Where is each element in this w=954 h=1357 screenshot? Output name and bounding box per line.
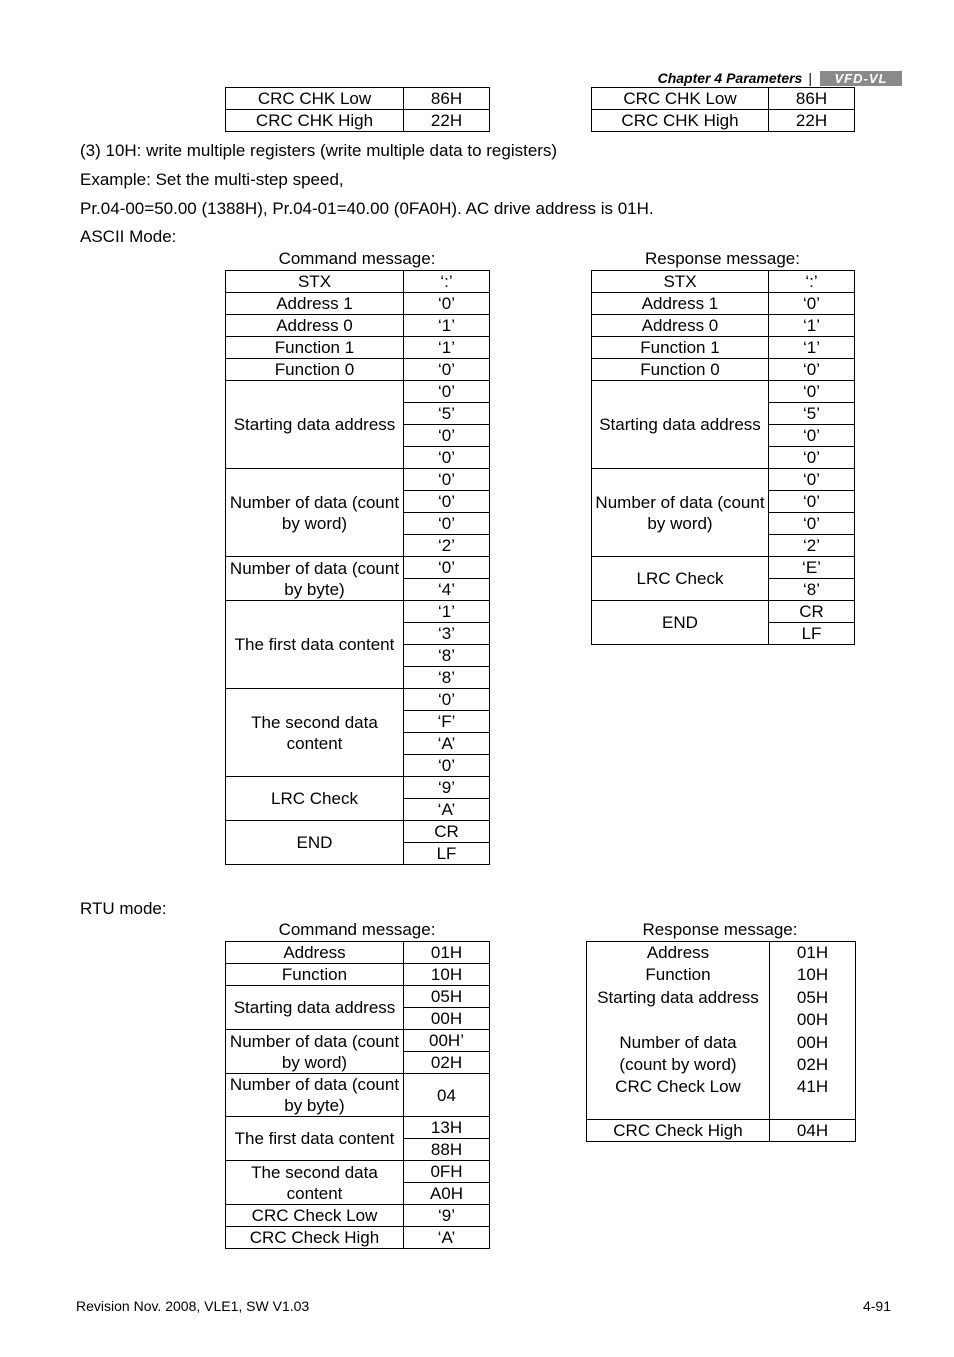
value: 41H [796, 1077, 829, 1097]
row-value: ‘1’ [769, 315, 855, 337]
label [587, 1009, 769, 1031]
row-label: Function 1 [592, 337, 769, 359]
row-label: Starting data address [226, 986, 404, 1030]
value: 00H [796, 1010, 829, 1030]
row-value: ‘0’ [404, 381, 490, 403]
row-value: ‘0’ [404, 755, 490, 777]
row-value: A0H [404, 1183, 490, 1205]
top-crc-table-left [225, 87, 490, 132]
row-label: Number of data (count by word) [226, 1030, 404, 1074]
ascii-response-caption: Response message: [645, 249, 800, 268]
row-value: 04 [404, 1074, 490, 1117]
row-value: ‘5’ [404, 403, 490, 425]
row-value: ‘0’ [404, 469, 490, 491]
row-value: ‘:’ [769, 271, 855, 293]
vfd-vl-logo: VFD-VL [820, 71, 902, 86]
row-label: Starting data address [226, 381, 404, 469]
row-label: The first data content [226, 1117, 404, 1161]
row-label: Function [226, 964, 404, 986]
row-value: ‘8’ [404, 667, 490, 689]
row-value: ‘0’ [404, 447, 490, 469]
row-value: ‘0’ [404, 513, 490, 535]
rtu-mode-label: RTU mode: [80, 899, 167, 918]
row-label: Address 0 [226, 315, 404, 337]
row-value: ‘9’ [404, 1205, 490, 1227]
row-label: CRC CHK High [226, 110, 404, 132]
row-label: Address 1 [226, 293, 404, 315]
row-value: 10H [404, 964, 490, 986]
row-value: 00H’ [404, 1030, 490, 1052]
top-crc-table-right [591, 87, 855, 132]
row-value: ‘1’ [769, 337, 855, 359]
row-label: The second data content [226, 1161, 404, 1205]
row-value: CR [769, 601, 855, 623]
value: 10H [796, 965, 829, 985]
row-value: ‘0’ [404, 293, 490, 315]
row-value: ‘0’ [404, 425, 490, 447]
row-value: ‘0’ [404, 689, 490, 711]
row-value: ‘0’ [404, 359, 490, 381]
chapter-header [658, 68, 902, 88]
parameter-line: Pr.04-00=50.00 (1388H), Pr.04-01=40.00 (0FA0H). AC drive address is 01H. [80, 199, 654, 218]
label: Address [646, 943, 710, 962]
row-label: Starting data address [592, 381, 769, 469]
row-label: Number of data (count by word) [592, 469, 769, 557]
row-label: CRC CHK Low [592, 88, 769, 110]
row-label: STX [226, 271, 404, 293]
row-value: ‘5’ [769, 403, 855, 425]
row-value: ‘0’ [769, 381, 855, 403]
row-label: CRC CHK High [592, 110, 769, 132]
row-label: END [226, 821, 404, 865]
row-label: Address 0 [592, 315, 769, 337]
label: Function [645, 965, 711, 985]
row-value: ‘0’ [404, 491, 490, 513]
value: 05H [796, 987, 829, 1007]
row-value: ‘0’ [769, 293, 855, 315]
row-value: 02H [404, 1052, 490, 1074]
row-label: CRC Check Low [226, 1205, 404, 1227]
row-label: The second data content [226, 689, 404, 777]
row-value: 01H [404, 942, 490, 964]
row-value: ‘A’ [404, 799, 490, 821]
row-value: ‘1’ [404, 601, 490, 623]
rtu-response-table [586, 941, 856, 1142]
ascii-mode-label: ASCII Mode: [80, 227, 177, 246]
row-label: Function 1 [226, 337, 404, 359]
row-value: ‘A’ [404, 733, 490, 755]
row-value: 22H [769, 110, 855, 132]
row-value: ‘1’ [404, 315, 490, 337]
row-label: Function 0 [226, 359, 404, 381]
ascii-command-caption: Command message: [278, 249, 436, 268]
row-label: Address [226, 942, 404, 964]
chapter-title: Chapter 4 Parameters [657, 70, 803, 86]
row-value: ‘:’ [404, 271, 490, 293]
value: 01H [796, 943, 829, 962]
row-value: ‘0’ [769, 359, 855, 381]
footer-page-number: 4-91 [862, 1298, 891, 1314]
row-value: 13H [404, 1117, 490, 1139]
row-label: Address 1 [592, 293, 769, 315]
row-label: LRC Check [226, 777, 404, 821]
rtu-response-caption: Response message: [642, 920, 798, 939]
row-label: STX [592, 271, 769, 293]
row-value: 05H [404, 986, 490, 1008]
rtu-response-crc-high-value: 04H [770, 1120, 856, 1142]
row-value: ‘2’ [769, 535, 855, 557]
row-value: ‘E’ [769, 557, 855, 579]
header-separator: | [808, 70, 812, 86]
row-value: 86H [404, 88, 490, 110]
row-value: ‘9’ [404, 777, 490, 799]
row-value: ‘8’ [404, 645, 490, 667]
row-value: 00H [404, 1008, 490, 1030]
row-value: 88H [404, 1139, 490, 1161]
row-value: ‘0’ [769, 491, 855, 513]
row-value: ‘1’ [404, 337, 490, 359]
rtu-response-crc-high-label: CRC Check High [587, 1120, 770, 1142]
row-value: ‘0’ [769, 513, 855, 535]
rtu-command-table [225, 941, 490, 1249]
row-label: Function 0 [592, 359, 769, 381]
row-value: ‘3’ [404, 623, 490, 645]
row-value: ‘0’ [769, 469, 855, 491]
row-value: ‘8’ [769, 579, 855, 601]
label: CRC Check Low [615, 1077, 741, 1097]
rtu-response-label-cell [587, 942, 770, 1120]
row-value: ‘0’ [769, 425, 855, 447]
row-value: ‘2’ [404, 535, 490, 557]
value: 02H [796, 1055, 829, 1075]
label: (count by word) [619, 1055, 737, 1075]
row-value: CR [404, 821, 490, 843]
row-value: 86H [769, 88, 855, 110]
footer-revision: Revision Nov. 2008, VLE1, SW V1.03 [76, 1298, 310, 1314]
example-line: Example: Set the multi-step speed, [80, 170, 344, 189]
row-label: LRC Check [592, 557, 769, 601]
rtu-response-value-cell [770, 942, 856, 1120]
row-value: 0FH [404, 1161, 490, 1183]
row-label: Number of data (count by word) [226, 469, 404, 557]
row-value: ‘4’ [404, 579, 490, 601]
row-label: The first data content [226, 601, 404, 689]
value: 00H [796, 1032, 829, 1052]
section-heading: (3) 10H: write multiple registers (write multiple data to registers) [80, 141, 558, 160]
ascii-command-table [225, 270, 490, 865]
row-label: END [592, 601, 769, 645]
row-label: CRC Check High [226, 1227, 404, 1249]
row-label: CRC CHK Low [226, 88, 404, 110]
rtu-command-caption: Command message: [278, 920, 436, 939]
row-value: 22H [404, 110, 490, 132]
label: Number of data [619, 1032, 737, 1052]
ascii-response-table [591, 270, 855, 645]
row-value: LF [404, 843, 490, 865]
row-value: ‘0’ [769, 447, 855, 469]
row-value: ‘0’ [404, 557, 490, 579]
label: Starting data address [597, 987, 759, 1007]
row-label: Number of data (count by byte) [226, 557, 404, 601]
row-label: Number of data (count by byte) [226, 1074, 404, 1117]
row-value: ‘F’ [404, 711, 490, 733]
row-value: ‘A’ [404, 1227, 490, 1249]
row-value: LF [769, 623, 855, 645]
